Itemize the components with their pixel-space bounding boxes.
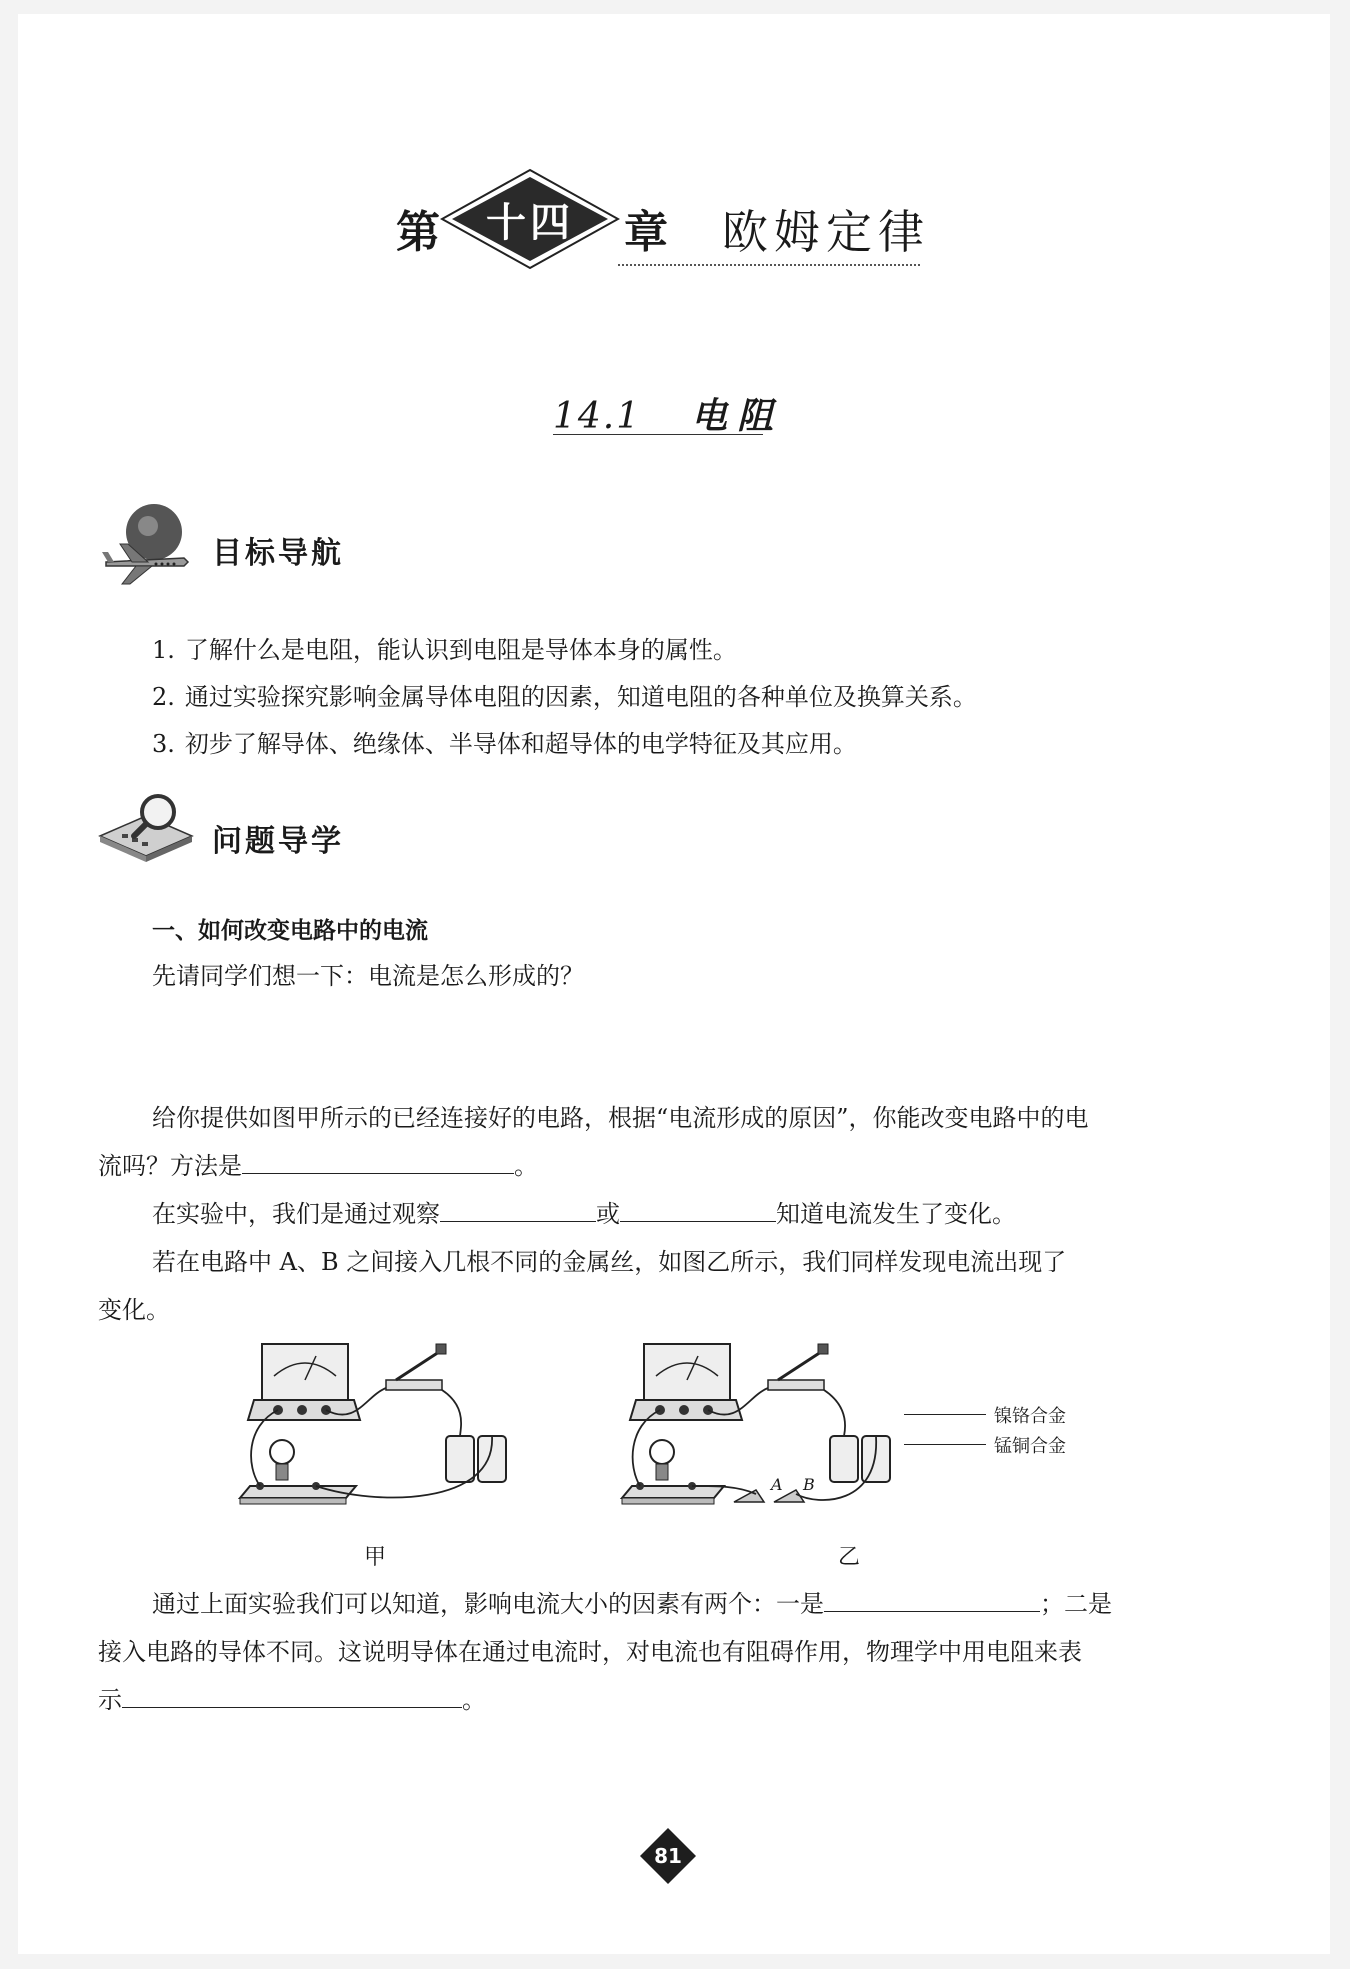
paragraph-text: 流吗？方法是 — [98, 1152, 242, 1180]
chapter-title-rule — [618, 264, 920, 266]
paragraph-text: 。 — [462, 1686, 486, 1714]
clip-label-a: A — [771, 1475, 783, 1494]
answer-blank[interactable] — [242, 1147, 514, 1174]
wire-line-manganin — [904, 1444, 986, 1445]
paragraph-text: ；二是 — [1040, 1590, 1112, 1618]
section-number: 14.1 — [553, 396, 642, 437]
goal-number: 1. — [152, 636, 175, 664]
goal-text: 了解什么是电阻，能认识到电阻是导体本身的属性。 — [184, 636, 737, 664]
paragraph-line: 变化。 — [98, 1296, 170, 1324]
goal-item — [152, 630, 737, 665]
chapter-suffix: 章 — [624, 207, 668, 258]
paragraph-line: 接入电路的导体不同。这说明导体在通过电流时，对电流也有阻碍作用，物理学中用电阻来表 — [98, 1638, 1082, 1666]
wire-label-manganin: 锰铜合金 — [994, 1436, 1066, 1457]
goal-item — [152, 724, 857, 759]
goal-number: 3. — [152, 730, 175, 758]
circuit-figure-jia — [236, 1336, 516, 1516]
sub-heading: 一、如何改变电路中的电流 — [152, 918, 428, 944]
answer-blank[interactable] — [620, 1195, 776, 1222]
guide-heading: 问题导学 — [212, 824, 344, 859]
goal-number: 2. — [152, 683, 175, 711]
paragraph-text: 。 — [514, 1152, 538, 1180]
chapter-number-badge — [440, 168, 620, 270]
clip-label-b: B — [803, 1475, 815, 1494]
section-title — [553, 388, 783, 439]
wire-line-nichrome — [904, 1414, 986, 1415]
paragraph-text: 或 — [596, 1200, 620, 1228]
goal-item — [152, 677, 977, 712]
page-number-badge — [638, 1826, 698, 1886]
chapter-title: 欧姆定律 — [722, 205, 930, 259]
goal-text: 通过实验探究影响金属导体电阻的因素，知道电阻的各种单位及换算关系。 — [184, 683, 977, 711]
globe-airplane-icon — [96, 500, 196, 590]
figure-label-jia: 甲 — [364, 1545, 387, 1570]
wire-label-nichrome: 镍铬合金 — [994, 1406, 1066, 1427]
chapter-prefix: 第 — [396, 207, 440, 258]
circuit-figure-yi — [618, 1336, 918, 1516]
paragraph-line — [98, 1142, 1238, 1190]
page-number: 81 — [654, 1844, 682, 1868]
answer-blank[interactable] — [440, 1195, 596, 1222]
paragraph-line — [152, 1580, 1242, 1628]
goal-text: 初步了解导体、绝缘体、半导体和超导体的电学特征及其应用。 — [184, 730, 857, 758]
chapter-number: 十四 — [486, 198, 574, 246]
goals-heading: 目标导航 — [212, 536, 344, 571]
paragraph-text: 通过上面实验我们可以知道，影响电流大小的因素有两个：一是 — [152, 1590, 824, 1618]
section-title-rule — [553, 434, 763, 435]
section-name: 电阻 — [691, 395, 784, 437]
paragraph-line — [98, 1676, 1238, 1724]
paragraph-text: 知道电流发生了变化。 — [776, 1200, 1016, 1228]
figure-label-yi: 乙 — [838, 1545, 861, 1570]
paragraph-line: 若在电路中 A、B 之间接入几根不同的金属丝，如图乙所示，我们同样发现电流出现了 — [152, 1248, 1067, 1276]
paragraph-text: 在实验中，我们是通过观察 — [152, 1200, 440, 1228]
question-line: 先请同学们想一下：电流是怎么形成的？ — [152, 962, 584, 990]
magnifier-icon — [96, 786, 196, 876]
paragraph-line — [152, 1190, 1292, 1238]
answer-blank[interactable] — [122, 1681, 462, 1708]
answer-blank[interactable] — [824, 1585, 1040, 1612]
paragraph-text: 示 — [98, 1686, 122, 1714]
paragraph-line: 给你提供如图甲所示的已经连接好的电路，根据“电流形成的原因”，你能改变电路中的电 — [152, 1104, 1089, 1132]
